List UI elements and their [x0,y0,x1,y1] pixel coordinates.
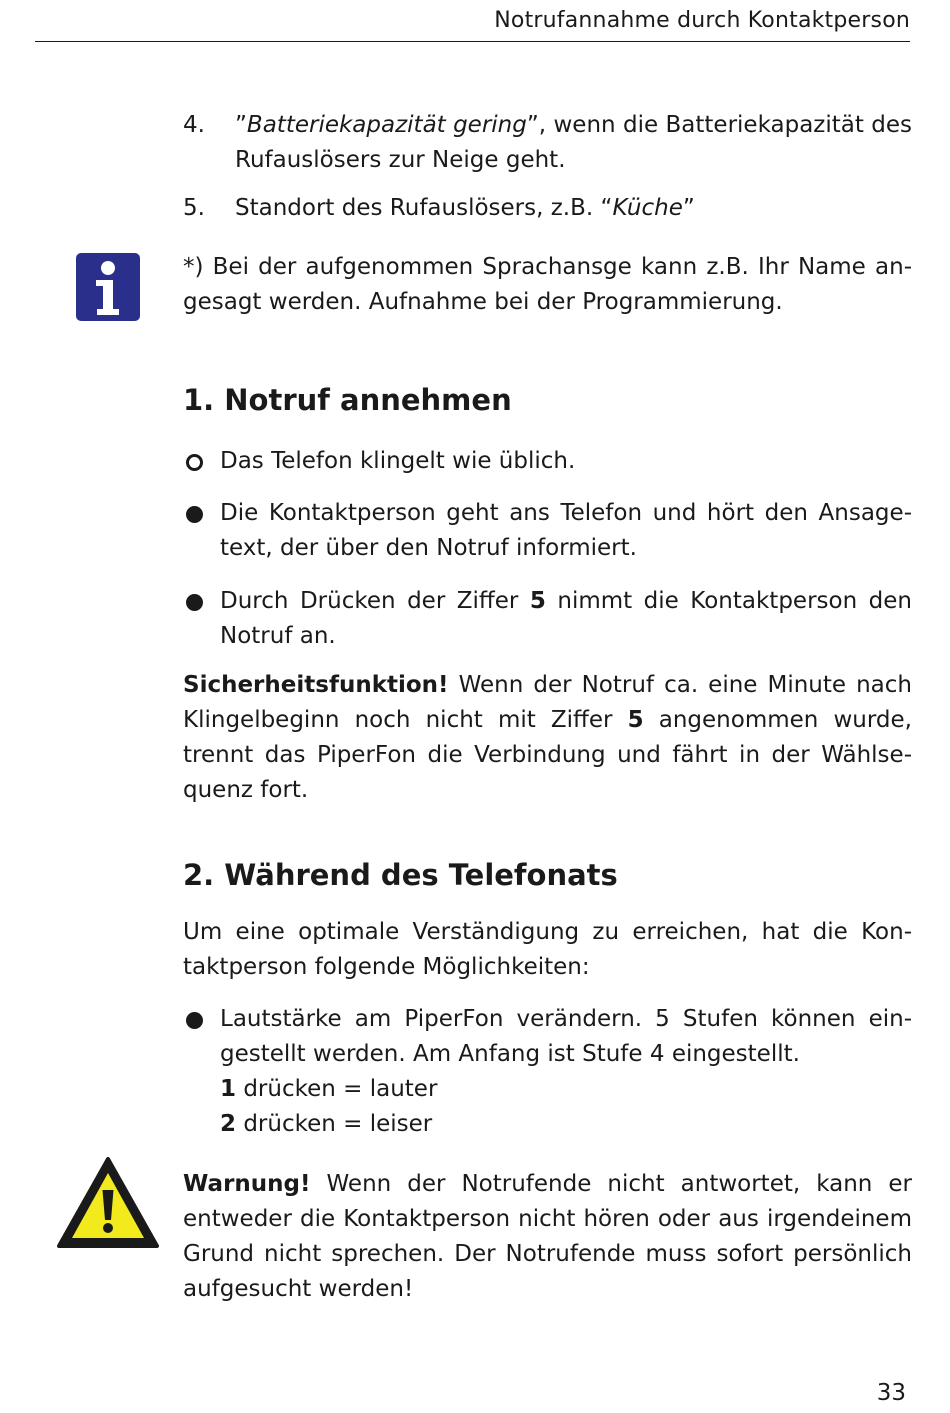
volume-up-line: 1 drücken = lauter [220,1076,438,1102]
list-item-text: ”Batteriekapazität gering”, wenn die Batteriekapazität des Rufauslösers zur Neige geht. [235,112,913,173]
header-rule [35,41,910,42]
filled-circle-bullet-icon [186,1012,203,1029]
section-heading-1: 1. Notruf annehmen [183,383,512,417]
italic-term: Batteriekapazität gering [246,112,527,138]
open-circle-bullet-icon [186,454,203,471]
warning-label: Warnung! [183,1171,311,1197]
warning-triangle-icon [56,1156,160,1250]
safety-paragraph: Sicherheitsfunktion! Wenn der Notruf ca. eine Minute nach Klingelbeginn noch nicht mit Ziffer 5 angenommen wurde, trennt das PiperFon die Verbindung und fährt in der Wählsequenz fort. [183,672,912,803]
running-header: Notrufannahme durch Kontaktperson [494,8,910,33]
list-number: 4. [183,112,205,138]
warning-paragraph: Warnung! Wenn der Notrufende nicht antwortet, kann er entweder die Kontaktperson nicht hören oder aus irgendeinem Grund nicht sprechen. Der Notrufende muss sofort persönlich aufgesucht werden! [183,1171,912,1302]
section-heading-2: 2. Während des Telefonats [183,858,618,892]
bullet-item: Lautstärke am PiperFon verändern. 5 Stufen können eingestellt werden. Am Anfang ist Stufe 4 eingestellt. 1 drücken = lauter 2 drücken = leiser [183,1002,912,1142]
info-icon [76,253,140,321]
list-number: 5. [183,195,205,221]
list-item-5 [183,191,912,226]
list-item-4 [183,108,912,178]
filled-circle-bullet-icon [186,506,203,523]
safety-label: Sicherheitsfunktion! [183,672,449,698]
info-note: *) Bei der aufgenommen Sprachansge kann z.B. Ihr Name angesagt werden. Aufnahme bei der Programmierung. [183,254,912,315]
volume-down-line: 2 drücken = leiser [220,1111,433,1137]
list-item-text: Standort des Rufauslösers, z.B. “Küche” [235,195,695,221]
italic-term: Küche [612,195,683,221]
filled-circle-bullet-icon [186,594,203,611]
page-number: 33 [876,1380,906,1406]
bullet-item: Durch Drücken der Ziffer 5 nimmt die Kontaktperson den Notruf an. [183,584,912,654]
bullet-item: Die Kontaktperson geht ans Telefon und hört den Ansagetext, der über den Notruf informiert. [183,496,912,566]
section2-intro: Um eine optimale Verständigung zu erreichen, hat die Kontaktperson folgende Möglichkeiten: [183,919,912,980]
bullet-item: Das Telefon klingelt wie üblich. [183,444,912,479]
